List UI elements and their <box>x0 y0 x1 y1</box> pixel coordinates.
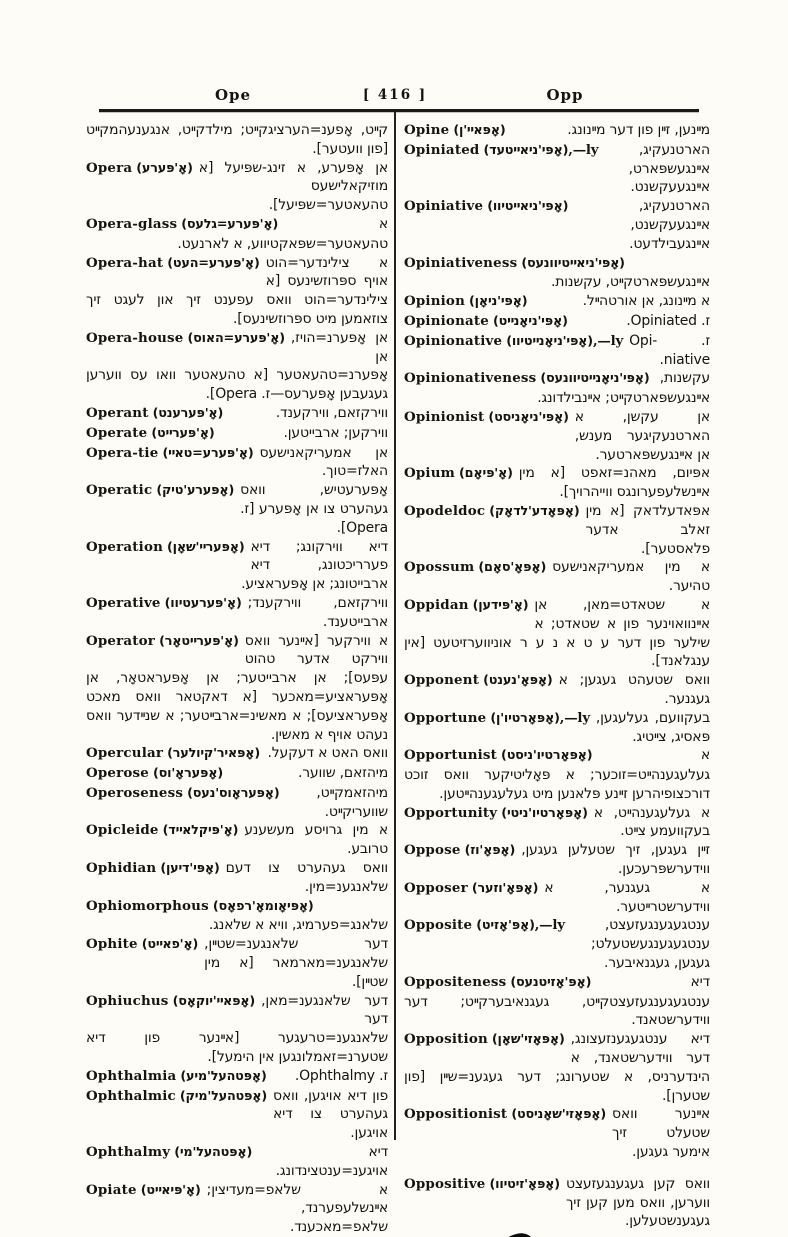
entry-headword-block <box>86 935 198 955</box>
entry-definition: מײנען, זײן פון דער מײנונג. <box>567 122 710 138</box>
entry-definition: דיא אויגענ=ענטצינדונג. <box>275 1144 388 1179</box>
entry-headword: Opine <box>404 122 450 138</box>
entry-headword-block <box>86 632 239 652</box>
entry-headword-block <box>404 408 569 428</box>
entry-headword: Operation <box>86 538 164 555</box>
dictionary-entry <box>86 159 388 215</box>
entry-headword-block <box>404 671 553 691</box>
entry-pronunciation: (אָ'פּערע) <box>136 160 193 176</box>
entry-pronunciation: (אָפּאָרטיו'ן) <box>490 710 560 726</box>
dictionary-entry <box>86 594 388 632</box>
entry-pronunciation: (אָ'פּערענט) <box>152 405 224 421</box>
entry-headword: Opinion <box>404 293 466 310</box>
entry-definition: ווירקזאם, ווירקענד; ארבייטענד. <box>247 594 388 630</box>
entry-pronunciation: (אָפּאײ'ן) <box>453 123 506 138</box>
entry-headword: Ophite <box>86 936 138 953</box>
dictionary-entry <box>86 1181 388 1237</box>
entry-definition: א מין גרויסע מעשענע טרובע. <box>244 822 388 858</box>
entry-definition: וואס האט א דעקעל. <box>267 745 388 762</box>
entry-headword: Opposer <box>404 879 468 896</box>
entry-adverb-suffix: ,—ly <box>559 709 590 726</box>
dictionary-entry <box>86 764 388 784</box>
dictionary-entry <box>86 784 388 822</box>
header-rule <box>99 109 699 112</box>
entry-headword: Opossum <box>404 559 475 576</box>
entry-pronunciation: (אָ'פּידען) <box>472 597 529 613</box>
entry-headword-block <box>86 764 223 784</box>
entry-definition: א צילינדער=הוט אויף ספּרוזשינעס [א צילינדער=הוט וואס עפענט זיך און לעגט זיך צוזאמען מיט ספּרוזשינעס]. <box>86 254 388 327</box>
entry-definition: דיא ענטגעגענזעצונג, דער ווידערשטאנד, א הינדערניס, א שטערונג; דער געגענ=שײן [פון שטערן]. <box>404 1031 710 1104</box>
entry-headword-block <box>86 444 254 464</box>
entry-definition: א טהעאטער=שפּאקטיווע, א לארנעט. <box>177 215 388 252</box>
dictionary-entry <box>404 671 710 709</box>
dictionary-entry <box>404 1105 710 1161</box>
entry-headword: Ophiuchus <box>86 992 169 1009</box>
entry-headword-block <box>404 197 568 217</box>
entry-headword: Opiniated <box>404 141 480 158</box>
dictionary-entry <box>86 859 388 897</box>
entry-headword-block <box>404 502 580 522</box>
dictionary-entry <box>404 1030 710 1105</box>
right-column <box>404 121 710 1237</box>
entry-headword-block <box>86 538 244 558</box>
entry-headword-block <box>404 916 565 936</box>
entry-headword-block <box>86 1087 267 1107</box>
entry-pronunciation: (אָפּ'אָזיט) <box>476 918 535 934</box>
dictionary-entry <box>86 215 388 254</box>
entry-headword: Opera-house <box>86 329 184 346</box>
entry-headword: Ophthalmia <box>86 1067 177 1084</box>
entry-pronunciation: (אָפּי'ניאָנײט) <box>493 313 568 329</box>
dictionary-entry <box>404 408 710 464</box>
entry-pronunciation: (אָפּטהעל'מיק) <box>179 1088 268 1104</box>
dictionary-entry <box>86 538 388 594</box>
dictionary-entry <box>86 121 388 159</box>
entry-definition: עקשנות, אײנגעשפּארטקײט; אײנבילדונג. <box>537 370 710 407</box>
entry-definition: א געלעגענהײט, א בעקוועמע צײט. <box>593 804 710 840</box>
entry-definition: ווירקזאם, ווירקענד. <box>275 404 388 421</box>
entry-headword: Opercular <box>86 745 164 762</box>
entry-definition: א מײנונג, אן אורטהײל. <box>582 293 710 310</box>
entry-headword-block <box>86 404 223 424</box>
entry-headword: Oppositionist <box>404 1106 508 1123</box>
entry-pronunciation: (אָפּי'ניאָנײטיוו) <box>506 333 593 349</box>
entry-headword-block <box>86 821 238 841</box>
entry-headword: Operose <box>86 765 149 782</box>
entry-definition: וואס שטעהט געגען; א געגנער. <box>558 672 710 707</box>
entry-definition: ווירקען; ארבייטען. <box>283 424 388 441</box>
dictionary-entry <box>86 1143 388 1181</box>
entry-headword-block <box>86 1181 201 1201</box>
entry-definition: אָפּערעטיש, וואס געהערט צו אן אָפּערע [ז. Opera]. <box>240 482 388 536</box>
entry-headword: Opicleide <box>86 822 159 839</box>
dictionary-entry <box>404 916 710 972</box>
dictionary-entry <box>86 444 388 482</box>
entry-pronunciation: (אָפּאָ'וזער) <box>471 880 539 896</box>
entry-definition: א געגנער, א ווידערשטרײטער. <box>544 879 710 915</box>
entry-definition: ז. Opi-niative. <box>629 332 710 368</box>
entry-headword: Opodeldoc <box>404 502 486 519</box>
dictionary-entry <box>404 332 710 370</box>
entry-pronunciation: (אָפּאָ'נענט) <box>483 673 553 689</box>
entry-headword-block <box>404 369 650 389</box>
dictionary-entry <box>86 404 388 424</box>
entry-headword: Oppositeness <box>404 973 507 990</box>
entry-pronunciation: (אָפּטהעל'מי) <box>174 1145 253 1161</box>
entry-headword: Opera <box>86 159 133 176</box>
dictionary-entry <box>86 821 388 859</box>
dictionary-entry <box>404 558 710 596</box>
entry-headword: Opponent <box>404 672 480 689</box>
dictionary-entry <box>404 973 710 1030</box>
entry-headword: Opposition <box>404 1031 488 1048</box>
entry-headword: Opera-hat <box>86 254 164 271</box>
entry-headword: Opinionist <box>404 408 485 425</box>
dictionary-entry <box>86 897 388 936</box>
entry-definition: א שלאפ=מעדיצין; אײנשלעפערנד, שלאפ=מאכענד. <box>206 1181 388 1236</box>
entry-definition: אפּאדעלדאק [א מין זאלב אדער פלאסטער]. <box>585 502 710 557</box>
entry-headword: Oppositive <box>404 1175 486 1192</box>
dictionary-entry <box>86 1087 388 1143</box>
entry-pronunciation: (אָפּערע'טיק) <box>156 483 235 499</box>
entry-headword: Operative <box>86 594 161 611</box>
entry-pronunciation: (אָפּאָרטיו'ניסט) <box>501 748 593 764</box>
dictionary-entry <box>86 744 388 764</box>
dictionary-entry <box>86 254 388 329</box>
entry-pronunciation: (אָפּאָרטיו'ניטי) <box>501 805 588 821</box>
entry-headword: Operoseness <box>86 784 184 801</box>
dictionary-entry <box>404 596 710 671</box>
entry-headword: Ophiomorphous <box>86 897 209 914</box>
entry-headword: Oppidan <box>404 596 469 613</box>
entry-definition: הארטנעקיג, אײנגעעקשנט, אײנגעבילדעט. <box>629 198 710 252</box>
entry-pronunciation: (אָפּי'דיען) <box>160 861 220 877</box>
entry-definition: דער שלאנגענ=שטײן, שלאנגענ=מארמאר [א מין שטײן]. <box>204 936 388 990</box>
entry-headword-block <box>404 464 513 484</box>
entry-headword-block <box>404 841 515 861</box>
entry-pronunciation: (אָ'פּיאײט) <box>140 1182 201 1198</box>
entry-pronunciation: (אָפּי'ניאײטיוונעס) <box>521 255 625 271</box>
entry-headword: Opiniativeness <box>404 254 518 271</box>
dictionary-entry <box>404 121 710 141</box>
entry-definition: אײנגעשפּארטקײט, עקשנות. <box>551 274 710 291</box>
entry-definition: א געלעגענהײט=זוכער; א פּאָליטיקער וואס זוכט דורכצופיהרען זײנע פּלאנען מיט געלעגענהײטען. <box>404 747 710 802</box>
entry-headword-block <box>404 746 592 766</box>
entry-headword: Operator <box>86 632 156 649</box>
entry-headword: Opportune <box>404 709 487 726</box>
entry-headword-block <box>86 784 280 804</box>
entry-adverb-suffix: ,—ly <box>568 141 599 158</box>
ink-blot <box>499 1231 534 1237</box>
entry-headword: Ophthalmic <box>86 1087 176 1104</box>
entry-pronunciation: (אָפּי'ניאָניסט) <box>488 409 569 425</box>
entry-pronunciation: (אָ'פּערע=האוס) <box>187 330 285 346</box>
entry-headword-block <box>404 879 538 899</box>
entry-headword-block <box>86 1067 267 1087</box>
entry-headword-block <box>404 332 623 352</box>
entry-headword-block <box>86 1143 252 1163</box>
entry-definition: פון דיא אויגען, וואס געהערט צו דיא אויגען. <box>273 1087 388 1142</box>
dictionary-entry <box>86 935 388 991</box>
entry-pronunciation: (אָ'פּערע=טאײ) <box>162 445 254 461</box>
entry-headword-block <box>86 992 255 1012</box>
entry-headword: Opium <box>404 465 456 482</box>
entry-pronunciation: (אָפּיאָומאָ'רפאָס) <box>212 898 314 914</box>
entry-pronunciation: (אָ'פּיקלאײד) <box>162 823 239 839</box>
entry-definition: וואס געהערט צו דעם שלאנגענ=מין. <box>225 860 388 895</box>
entry-headword-block <box>86 215 278 235</box>
entry-headword-block <box>404 558 546 578</box>
entry-headword-block <box>86 859 220 879</box>
entry-headword-block <box>86 424 215 444</box>
entry-headword-block <box>404 1175 560 1195</box>
entry-headword-block <box>404 709 590 729</box>
dictionary-entry <box>404 464 710 502</box>
entry-headword-block <box>404 1105 606 1125</box>
dictionary-entry <box>404 502 710 558</box>
entry-definition: קײט, אָפענ=הערציגקײט; מילדקײט, אנגענעהמקײט [פון וועטער]. <box>86 122 388 157</box>
entry-pronunciation: (אָ'פּערע=גלעס) <box>181 216 279 232</box>
entry-definition: א ווירקער [אײנער וואס ווירקט אדער טהוט עפּעס]; אן ארבייטער; אן אָפּעראטאָר, אן אָפּעראציע=מאכער [א דאקטאר וואס מאכט אָפּעראציעס]; א מאשינ=ארבײטער; א שנײדער וואס נעהט אויף א מאשין. <box>86 632 388 743</box>
entry-headword: Opera-glass <box>86 215 178 232</box>
entry-definition: בעקוועם, געלעגען, פּאסיג, צײטיג. <box>595 709 710 745</box>
entry-headword: Ophidian <box>86 860 157 877</box>
entry-headword: Opinionative <box>404 332 503 349</box>
dictionary-entry <box>404 141 710 197</box>
entry-definition: ז. Opiniated. <box>626 312 710 329</box>
entry-headword: Opinionativeness <box>404 370 537 387</box>
entry-definition: אפּיום, מאהנ=זאפט [א מין אײנשלעפערונגס ווייהרויך]. <box>518 465 710 501</box>
entry-headword-block <box>404 596 528 616</box>
entry-headword-block <box>404 312 568 332</box>
entry-pronunciation: (אָפּי'ניאָנײטיוונעס) <box>540 371 650 387</box>
entry-definition: א שטאדט=מאן, אן אײנוואוינער פון א שטאדט; א שילער פון דער ע ט א נ ע ר אוניווערזיטעט [אין ענגלאנד]. <box>404 596 710 670</box>
entry-headword: Opportunity <box>404 804 498 821</box>
dictionary-entry <box>404 197 710 253</box>
dictionary-entry <box>86 992 388 1067</box>
entry-headword-block <box>86 594 242 614</box>
entry-pronunciation: (אָפּי'ניאײטיוו) <box>487 199 569 215</box>
entry-pronunciation: (אָפּעראָ'וס) <box>153 766 223 782</box>
entry-headword: Opinionate <box>404 312 489 329</box>
entry-headword-block <box>404 292 527 312</box>
dictionary-entry <box>404 292 710 312</box>
entry-headword-block <box>404 1030 565 1050</box>
dictionary-entry <box>404 254 710 293</box>
entry-definition: דער שלאנגענ=מאן, דער שלאנגענ=טרעגער [אײנער פון דיא שטערנ=זאמלונגען אין הימעל]. <box>86 992 388 1066</box>
dictionary-entry <box>86 424 388 444</box>
dictionary-entry <box>404 709 710 747</box>
entry-headword: Opiniative <box>404 198 484 215</box>
page-number: [ 416 ] <box>362 87 428 103</box>
entry-headword: Opiate <box>86 1181 137 1198</box>
entry-pronunciation: (אָפּי'ניאָן) <box>469 294 528 310</box>
entry-headword-block <box>404 973 591 993</box>
entry-pronunciation: (אָפּערײ'שאָן) <box>167 539 245 555</box>
running-head-right: Opp <box>546 86 584 104</box>
entry-headword: Operatic <box>86 482 153 499</box>
entry-adverb-suffix: ,—ly <box>534 917 565 934</box>
entry-headword-block <box>404 121 505 141</box>
entry-headword-block <box>404 254 625 274</box>
entry-adverb-suffix: ,—ly <box>592 332 624 349</box>
dictionary-entry <box>404 841 710 879</box>
entry-headword: Opposite <box>404 917 473 934</box>
dictionary-entry <box>404 804 710 842</box>
dictionary-entry <box>86 329 388 404</box>
entry-pronunciation: (אָ'פּערעטיוו) <box>164 595 242 611</box>
entry-pronunciation: (אָפּ'אָזיטנעס) <box>510 974 592 990</box>
entry-headword-block <box>86 481 234 501</box>
dictionary-entry <box>404 369 710 408</box>
entry-pronunciation: (אָ'פּערײט) <box>151 425 215 441</box>
entry-pronunciation: (אָפּאָזי'שאָניסט) <box>511 1107 607 1123</box>
entry-definition: אן עקשן, א הארטנעקיגער מענש, אן אײנגעשפּארטער. <box>574 408 710 463</box>
entry-definition: ענטגעגענגעזעצט, ענטגעגענגעשטעלט; געגען, געגנאיבער. <box>591 917 710 972</box>
entry-definition: אן אָפּערע, א זינג-שפּיעל [א מוזיקאלישעס טהעאטער=שפּיעל]. <box>198 159 388 214</box>
dictionary-entry <box>86 632 388 745</box>
entry-headword: Ophthalmy <box>86 1144 171 1161</box>
dictionary-entry <box>404 879 710 917</box>
entry-pronunciation: (אָ'פּערע=העט) <box>167 255 260 271</box>
entry-definition: אן אָפּערנ=הויז, אן אָפּערנ=טהעאטער [א טהעאטער וואו עס ווערען געגעבען אָפּערעס—ז. Opera]. <box>86 329 388 403</box>
entry-pronunciation: (אָ'פּערײטאָר) <box>159 633 239 649</box>
entry-definition: אן אמעריקאנישעס האלז=טוך. <box>259 444 388 480</box>
entry-pronunciation: (אָפּאָ'זיטיוו) <box>489 1176 560 1192</box>
entry-headword-block <box>86 159 193 179</box>
entry-headword: Operate <box>86 424 148 441</box>
dictionary-entry <box>86 481 388 537</box>
entry-pronunciation: (אָפּאָדע'לדאָק) <box>489 503 580 519</box>
dictionary-entry <box>86 1067 388 1087</box>
dictionary-entry <box>404 312 710 332</box>
entry-headword: Opportunist <box>404 747 498 764</box>
entry-headword-block <box>86 254 260 274</box>
entry-pronunciation: (אָפּאָזי'שאָן) <box>491 1032 565 1048</box>
entry-pronunciation: (אָפּאָ'סאָם) <box>478 560 547 576</box>
entry-definition: שלאנג=פערמיג, וויא א שלאנג. <box>208 917 388 934</box>
entry-definition: א מין אמעריקאנישעס טהיער. <box>552 559 710 595</box>
running-head-left: Ope <box>214 86 252 104</box>
entry-pronunciation: (אָפּי'ניאײטעד) <box>483 142 569 158</box>
entry-headword-block <box>86 897 314 917</box>
dictionary-entry <box>404 1175 710 1237</box>
column-divider <box>394 112 396 1140</box>
entry-headword-block <box>86 744 260 764</box>
entry-pronunciation: (אָ'פּיאָם) <box>459 466 513 482</box>
dictionary-entry <box>404 746 710 803</box>
entry-definition: מיהזאמקײט, שוועריקײט. <box>316 784 388 820</box>
left-column <box>86 121 388 1237</box>
entry-definition: אײנער וואס שטעלט זיך אימער געגען. <box>612 1106 710 1161</box>
entry-headword: Operant <box>86 404 149 421</box>
page-header <box>0 0 788 110</box>
entry-definition: דיא ענטגעגענגעזעצטקײט, געגנאיבערקײט; דער ווידערשטאנד. <box>404 973 710 1029</box>
entry-definition: ז. Ophthalmy. <box>294 1067 388 1084</box>
entry-definition: הארטנעקיג, אײנגעשפּארט, אײנגעעקשנט. <box>628 141 710 196</box>
entry-pronunciation: (אָ'פאײט) <box>141 937 199 953</box>
entry-pronunciation: (אָפּטהעל'מיע) <box>180 1068 267 1084</box>
entry-definition: וואס קען געגענגעזעצט ווערען, וואס מען קען זיך געגענשטעלען. <box>565 1175 710 1230</box>
entry-headword-block <box>404 804 588 824</box>
entry-headword: Oppose <box>404 842 461 859</box>
entry-pronunciation: (אָפּאײ'יוקאָס) <box>172 993 256 1009</box>
entry-definition: דיא ווירקונג; דיא פערריכטונג, דיא ארבייטונג; אן אָפּעראציע. <box>241 538 388 593</box>
entry-definition: מיהזאם, שווער. <box>297 765 388 782</box>
entry-definition: זײן געגען, זיך שטעלען געגען, ווידערשפּרעכען. <box>521 842 710 878</box>
entry-pronunciation: (אָפּאיר'קיולער) <box>167 746 260 762</box>
entry-headword: Opera-tie <box>86 444 159 461</box>
entry-pronunciation: (אָפּעראָוס'נעס) <box>187 785 280 801</box>
entry-pronunciation: (אָפּאָ'וז) <box>464 843 516 859</box>
entry-headword-block <box>404 141 598 161</box>
entry-headword-block <box>86 329 285 349</box>
